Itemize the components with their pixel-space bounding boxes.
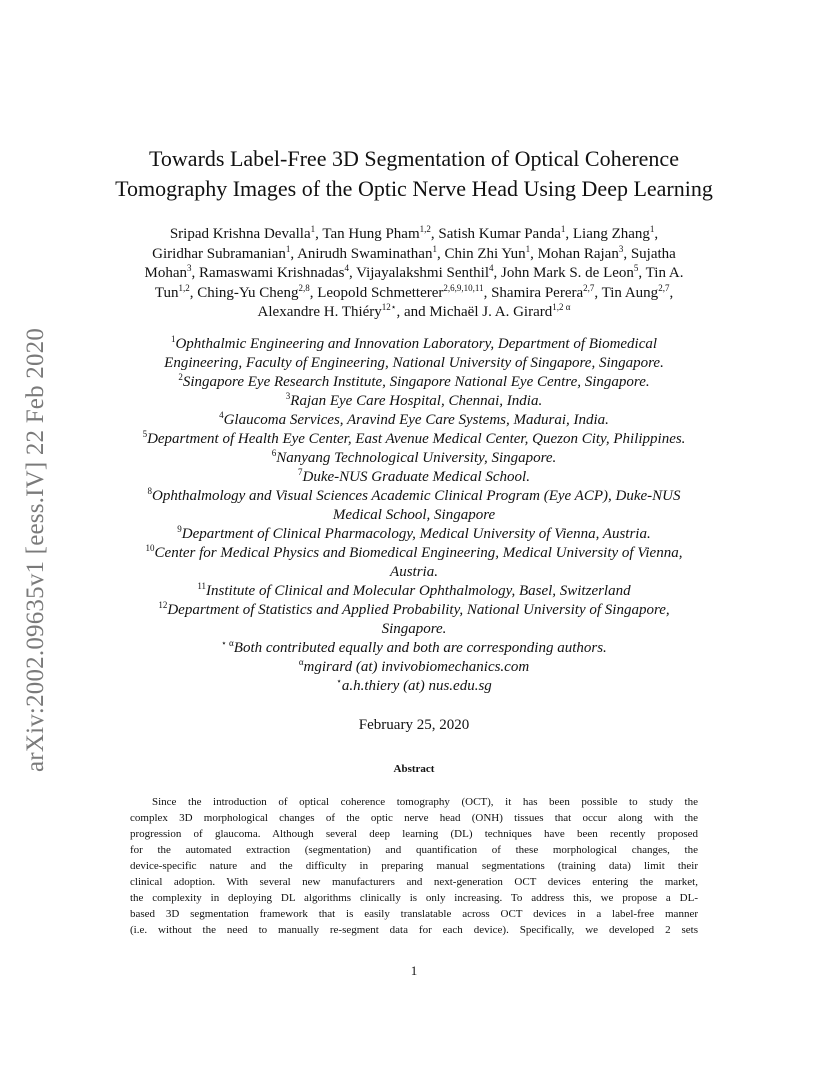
affiliation-text: Duke-NUS Graduate Medical School. <box>302 468 530 485</box>
affiliation-text: Center for Medical Physics and Biomedical Engineering, Medical University of Vienna, <box>154 544 683 561</box>
author-name: , Leopold Schmetterer <box>309 284 444 301</box>
affiliation-text: Singapore Eye Research Institute, Singapore National Eye Centre, Singapore. <box>182 373 650 390</box>
affiliation-text: Institute of Clinical and Molecular Ophthalmology, Basel, Switzerland <box>206 582 631 599</box>
affiliation-text: Both contributed equally and both are corresponding authors. <box>233 639 607 656</box>
affiliation-line <box>96 620 732 639</box>
paper-first-page <box>96 144 732 938</box>
author-affiliation-mark: 1,2 <box>178 282 190 293</box>
affiliation-line <box>96 430 732 449</box>
author-list <box>96 225 732 323</box>
affiliation-mark: 3 <box>285 390 291 401</box>
author-name: , Tin A. <box>638 265 684 281</box>
affiliation-line <box>96 658 732 677</box>
affiliation-text: Department of Clinical Pharmacology, Medical University of Vienna, Austria. <box>181 525 651 542</box>
affiliation-mark: α <box>298 656 304 667</box>
abstract-line: progression of glaucoma. Although several deep learning (DL) techniques have been recently proposed <box>130 827 698 840</box>
author-line <box>96 245 732 265</box>
author-name: , Ching-Yu Cheng <box>189 284 299 301</box>
abstract-line: complex 3D morphological changes of the optic nerve head (ONH) tissues that occur along with the <box>130 811 698 824</box>
affiliation-line <box>96 449 732 468</box>
author-name: , Vijayalakshmi Senthil <box>348 265 489 281</box>
author-name: , Ramaswami Krishnadas <box>191 265 345 281</box>
affiliation-mark: 1 <box>170 333 176 344</box>
affiliation-mark: 8 <box>147 485 152 496</box>
author-affiliation-mark: 2,6,9,10,11 <box>443 282 484 293</box>
author-affiliation-mark: 4 <box>344 263 349 273</box>
author-affiliation-mark: 1,2 α <box>552 302 571 312</box>
affiliation-mark: 6 <box>271 447 277 458</box>
affiliation-line <box>96 373 732 392</box>
affiliation-text: Engineering, Faculty of Engineering, National University of Singapore, Singapore. <box>164 354 664 371</box>
affiliation-line <box>96 544 732 563</box>
affiliation-mark: 9 <box>177 523 182 534</box>
author-affiliation-mark: 1,2 <box>419 224 431 234</box>
affiliation-mark: 11 <box>197 580 207 591</box>
affiliation-text: Glaucoma Services, Aravind Eye Care Systems, Madurai, India. <box>223 411 609 428</box>
publication-date: February 25, 2020 <box>358 716 470 733</box>
author-affiliation-mark: 12⋆ <box>381 302 397 312</box>
author-affiliation-mark: 1 <box>432 243 437 254</box>
affiliation-text: Singapore. <box>381 620 447 637</box>
author-name: Mohan <box>144 265 188 281</box>
author-name: Sripad Krishna Devalla <box>169 226 311 242</box>
author-name: Alexandre H. Thiéry <box>257 304 382 320</box>
affiliation-line <box>96 335 732 354</box>
author-affiliation-mark: 1 <box>649 224 655 234</box>
affiliation-line <box>96 487 732 506</box>
author-name: , Tin Aung <box>594 284 659 301</box>
author-affiliation-mark: 4 <box>489 263 494 273</box>
affiliation-text: Rajan Eye Care Hospital, Chennai, India. <box>290 392 543 409</box>
author-affiliation-mark: 1 <box>560 224 566 234</box>
affiliation-text: mgirard (at) invivobiomechanics.com <box>303 658 530 675</box>
author-affiliation-mark: 1 <box>285 243 291 254</box>
abstract-heading: Abstract <box>393 762 435 775</box>
author-affiliation-mark: 1 <box>525 243 531 254</box>
affiliation-text: Austria. <box>390 563 438 580</box>
author-affiliation-mark: 5 <box>633 263 639 273</box>
affiliation-line <box>96 525 732 544</box>
author-name: Tun <box>154 284 179 301</box>
author-name: , and Michaël J. A. Girard <box>396 304 553 320</box>
author-name: , John Mark S. de Leon <box>493 265 634 281</box>
affiliation-text: Nanyang Technological University, Singapore. <box>276 449 557 466</box>
affiliation-text: Ophthalmic Engineering and Innovation Laboratory, Department of Biomedical <box>175 335 658 352</box>
affiliation-list <box>96 335 732 696</box>
author-line <box>96 303 732 323</box>
author-line <box>96 284 732 304</box>
abstract-line: for the automated extraction (segmentation) and quantification of these morphological changes, the <box>130 843 698 856</box>
affiliation-mark: 5 <box>142 428 148 439</box>
author-affiliation-mark: 3 <box>187 263 192 273</box>
affiliation-mark: 10 <box>145 542 155 553</box>
abstract-line: Since the introduction of optical coherence tomography (OCT), it has been possible to study the <box>152 795 698 808</box>
affiliation-line <box>96 677 732 696</box>
author-name: , <box>669 284 674 301</box>
page-number: 1 <box>410 963 418 978</box>
affiliation-text: Ophthalmology and Visual Sciences Academic Clinical Program (Eye ACP), Duke-NUS <box>151 487 681 504</box>
affiliation-mark: 2 <box>178 371 183 382</box>
author-affiliation-mark: 2,7 <box>658 282 670 293</box>
paper-title <box>96 144 732 204</box>
affiliation-line <box>96 563 732 582</box>
title-line: Towards Label-Free 3D Segmentation of Optical Coherence <box>149 146 679 171</box>
abstract-line: the complexity in deploying DL algorithms clinically is only increasing. To address this, we propose a DL- <box>130 891 698 904</box>
affiliation-text: Department of Health Eye Center, East Avenue Medical Center, Quezon City, Philippines. <box>147 430 686 447</box>
affiliation-line <box>96 639 732 658</box>
abstract-body <box>130 794 698 938</box>
author-name: , <box>654 226 659 242</box>
affiliation-line <box>96 392 732 411</box>
author-name: Giridhar Subramanian <box>152 245 286 262</box>
author-name: , Liang Zhang <box>565 226 650 242</box>
author-name: , Anirudh Swaminathan <box>290 245 433 262</box>
affiliation-line <box>96 601 732 620</box>
author-affiliation-mark: 2,8 <box>298 282 310 293</box>
abstract-line: device-specific nature and the difficulty in preparing manual segmentations (training data) limit their <box>130 859 698 872</box>
affiliation-line <box>96 354 732 373</box>
author-name: , Satish Kumar Panda <box>430 226 561 242</box>
author-name: , Tan Hung Pham <box>315 226 420 242</box>
affiliation-line <box>96 582 732 601</box>
author-name: , Sujatha <box>623 245 676 262</box>
abstract-line: clinical adoption. With several new manufacturers and next-generation OCT devices entering the market, <box>130 875 698 888</box>
author-affiliation-mark: 3 <box>618 243 624 254</box>
affiliation-line <box>96 411 732 430</box>
affiliation-text: Medical School, Singapore <box>332 506 496 523</box>
affiliation-text: Department of Statistics and Applied Probability, National University of Singapore, <box>167 601 670 618</box>
author-name: , Shamira Perera <box>483 284 584 301</box>
author-name: , Mohan Rajan <box>530 245 619 262</box>
affiliation-mark: 12 <box>158 599 168 610</box>
author-affiliation-mark: 1 <box>310 224 316 234</box>
affiliation-mark: 4 <box>219 409 224 420</box>
author-line <box>96 264 732 284</box>
affiliation-line <box>96 506 732 525</box>
affiliation-line <box>96 468 732 487</box>
affiliation-mark: 7 <box>298 466 303 477</box>
affiliation-text: a.h.thiery (at) nus.edu.sg <box>341 677 492 694</box>
author-line <box>96 225 732 245</box>
abstract-line: based 3D segmentation framework that is easily translatable across OCT devices in a label-free manner <box>130 907 698 920</box>
affiliation-mark: ⋆ <box>336 675 342 686</box>
title-line: Tomography Images of the Optic Nerve Head Using Deep Learning <box>115 176 713 201</box>
author-name: , Chin Zhi Yun <box>436 245 526 262</box>
abstract-line: (i.e. without the need to manually re-segment data for each device). Specifically, we developed 2 sets <box>130 923 698 936</box>
author-affiliation-mark: 2,7 <box>583 282 595 293</box>
affiliation-mark: ⋆ α <box>221 637 234 648</box>
arxiv-identifier-stamp: arXiv:2002.09635v1 [eess.IV] 22 Feb 2020 <box>22 327 49 772</box>
